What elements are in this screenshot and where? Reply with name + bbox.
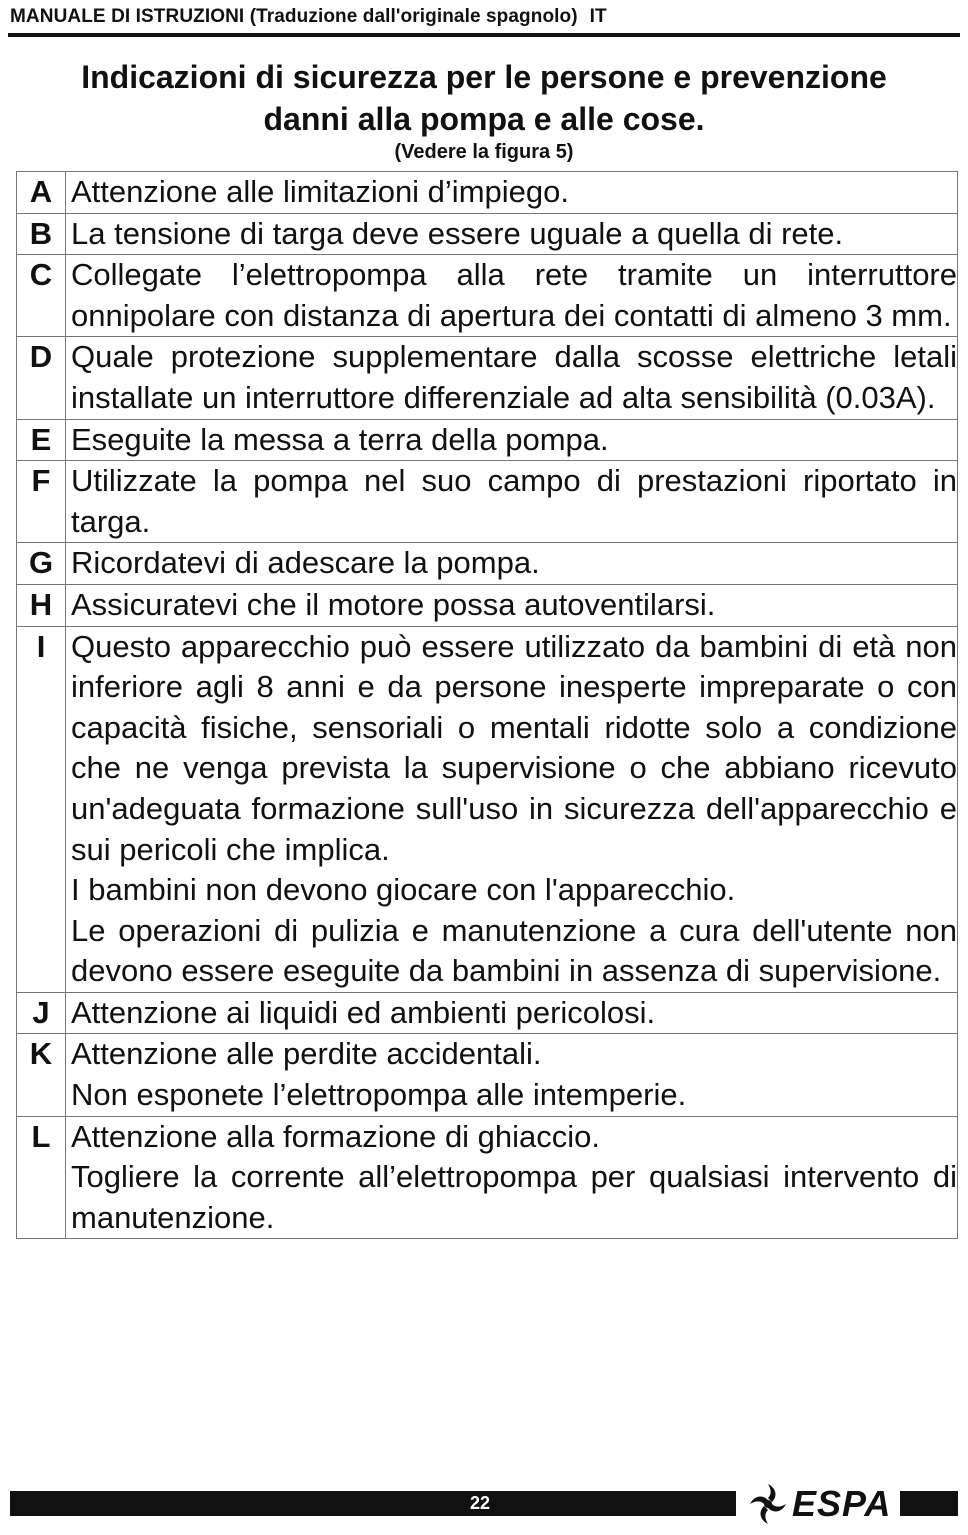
rule-row-d — [17, 337, 958, 419]
rule-paragraph: Quale protezione supplementare dalla scosse elettriche letali installate un interruttore differenziale ad alta sensibilità (0.03A). — [71, 339, 957, 415]
rule-letter: H — [17, 584, 66, 626]
rule-text — [66, 255, 958, 337]
rule-paragraph: Ricordatevi di adescare la pompa. — [71, 545, 540, 581]
rule-paragraph: Non esponete l’elettropompa alle intemperie. — [71, 1077, 687, 1113]
header-rule — [8, 33, 960, 37]
pump-impeller-icon — [746, 1480, 790, 1528]
rule-row-g — [17, 543, 958, 585]
figure-reference: (Vedere la figura 5) — [394, 141, 574, 163]
language-code: IT — [589, 6, 607, 27]
rule-paragraph: Utilizzate la pompa nel suo campo di prestazioni riportato in targa. — [71, 463, 957, 539]
rule-letter: B — [17, 213, 66, 255]
rule-row-f — [17, 461, 958, 543]
rule-paragraph: Collegate l’elettropompa alla rete tramite un interruttore onnipolare con distanza di apertura dei contatti di almeno 3 mm. — [71, 257, 957, 333]
rule-text — [66, 213, 958, 255]
header-title: MANUALE DI ISTRUZIONI (Traduzione dall'originale spagnolo) — [10, 6, 578, 27]
rule-text — [66, 337, 958, 419]
rule-text — [66, 543, 958, 585]
rule-paragraph: Attenzione alle perdite accidentali. — [71, 1036, 542, 1072]
rule-row-c — [17, 255, 958, 337]
rule-paragraph: Eseguite la messa a terra della pompa. — [71, 421, 609, 457]
rule-paragraph: Le operazioni di pulizia e manutenzione a cura dell'utente non devono essere eseguite da bambini in assenza di supervisione. — [71, 912, 957, 989]
rule-text — [66, 1034, 958, 1116]
rule-paragraph: Togliere la corrente all’elettropompa per qualsiasi intervento di manutenzione. — [71, 1159, 957, 1235]
section-title — [0, 56, 968, 140]
rule-row-k — [17, 1034, 958, 1116]
footer-bar-left — [10, 1491, 736, 1516]
brand-logo — [746, 1478, 896, 1530]
rule-text — [66, 172, 958, 214]
rule-letter: L — [17, 1116, 66, 1239]
rule-letter: D — [17, 337, 66, 419]
rule-letter: A — [17, 172, 66, 214]
rule-text — [66, 584, 958, 626]
rule-text — [66, 626, 958, 992]
section-title-line-1: Indicazioni di sicurezza per le persone e prevenzione — [81, 59, 887, 95]
rule-text — [66, 461, 958, 543]
section-title-line-2: danni alla pompa e alle cose. — [263, 101, 705, 137]
footer-bar-right — [900, 1491, 958, 1516]
rule-paragraph: Attenzione ai liquidi ed ambienti pericolosi. — [71, 994, 656, 1030]
rule-row-e — [17, 419, 958, 461]
rule-paragraph: Assicuratevi che il motore possa autoventilarsi. — [71, 586, 716, 622]
rule-letter: J — [17, 992, 66, 1034]
rule-letter: G — [17, 543, 66, 585]
page-number: 22 — [469, 1493, 491, 1513]
rule-row-b — [17, 213, 958, 255]
rule-row-h — [17, 584, 958, 626]
rule-text — [66, 419, 958, 461]
rule-text — [66, 992, 958, 1034]
rule-letter: I — [17, 626, 66, 992]
safety-rules-table — [16, 171, 958, 1239]
rule-paragraph: Questo apparecchio può essere utilizzato da bambini di età non inferiore agli 8 anni e da persone inesperte impreparate o con capacità fisiche, sensoriali o mentali ridotte solo a condizione che ne venga prevista la supervisione o che abbiano ricevuto un'adeguata formazione sull'uso in sicurezza dell'apparecchio e sui pericoli che implica. — [71, 628, 957, 867]
manual-header — [10, 6, 607, 28]
rule-paragraph: Attenzione alle limitazioni d’impiego. — [71, 174, 569, 209]
rule-row-i — [17, 626, 958, 992]
rule-row-j — [17, 992, 958, 1034]
rule-paragraph: Attenzione alla formazione di ghiaccio. — [71, 1118, 601, 1154]
rule-letter: C — [17, 255, 66, 337]
rule-text — [66, 1116, 958, 1239]
rule-paragraph: I bambini non devono giocare con l'apparecchio. — [71, 872, 736, 908]
brand-name: ESPA — [792, 1483, 892, 1524]
rule-paragraph: La tensione di targa deve essere uguale a quella di rete. — [71, 215, 844, 251]
rule-letter: F — [17, 461, 66, 543]
rule-letter: K — [17, 1034, 66, 1116]
rule-letter: E — [17, 419, 66, 461]
rule-row-l — [17, 1116, 958, 1239]
rule-row-a — [17, 172, 958, 214]
